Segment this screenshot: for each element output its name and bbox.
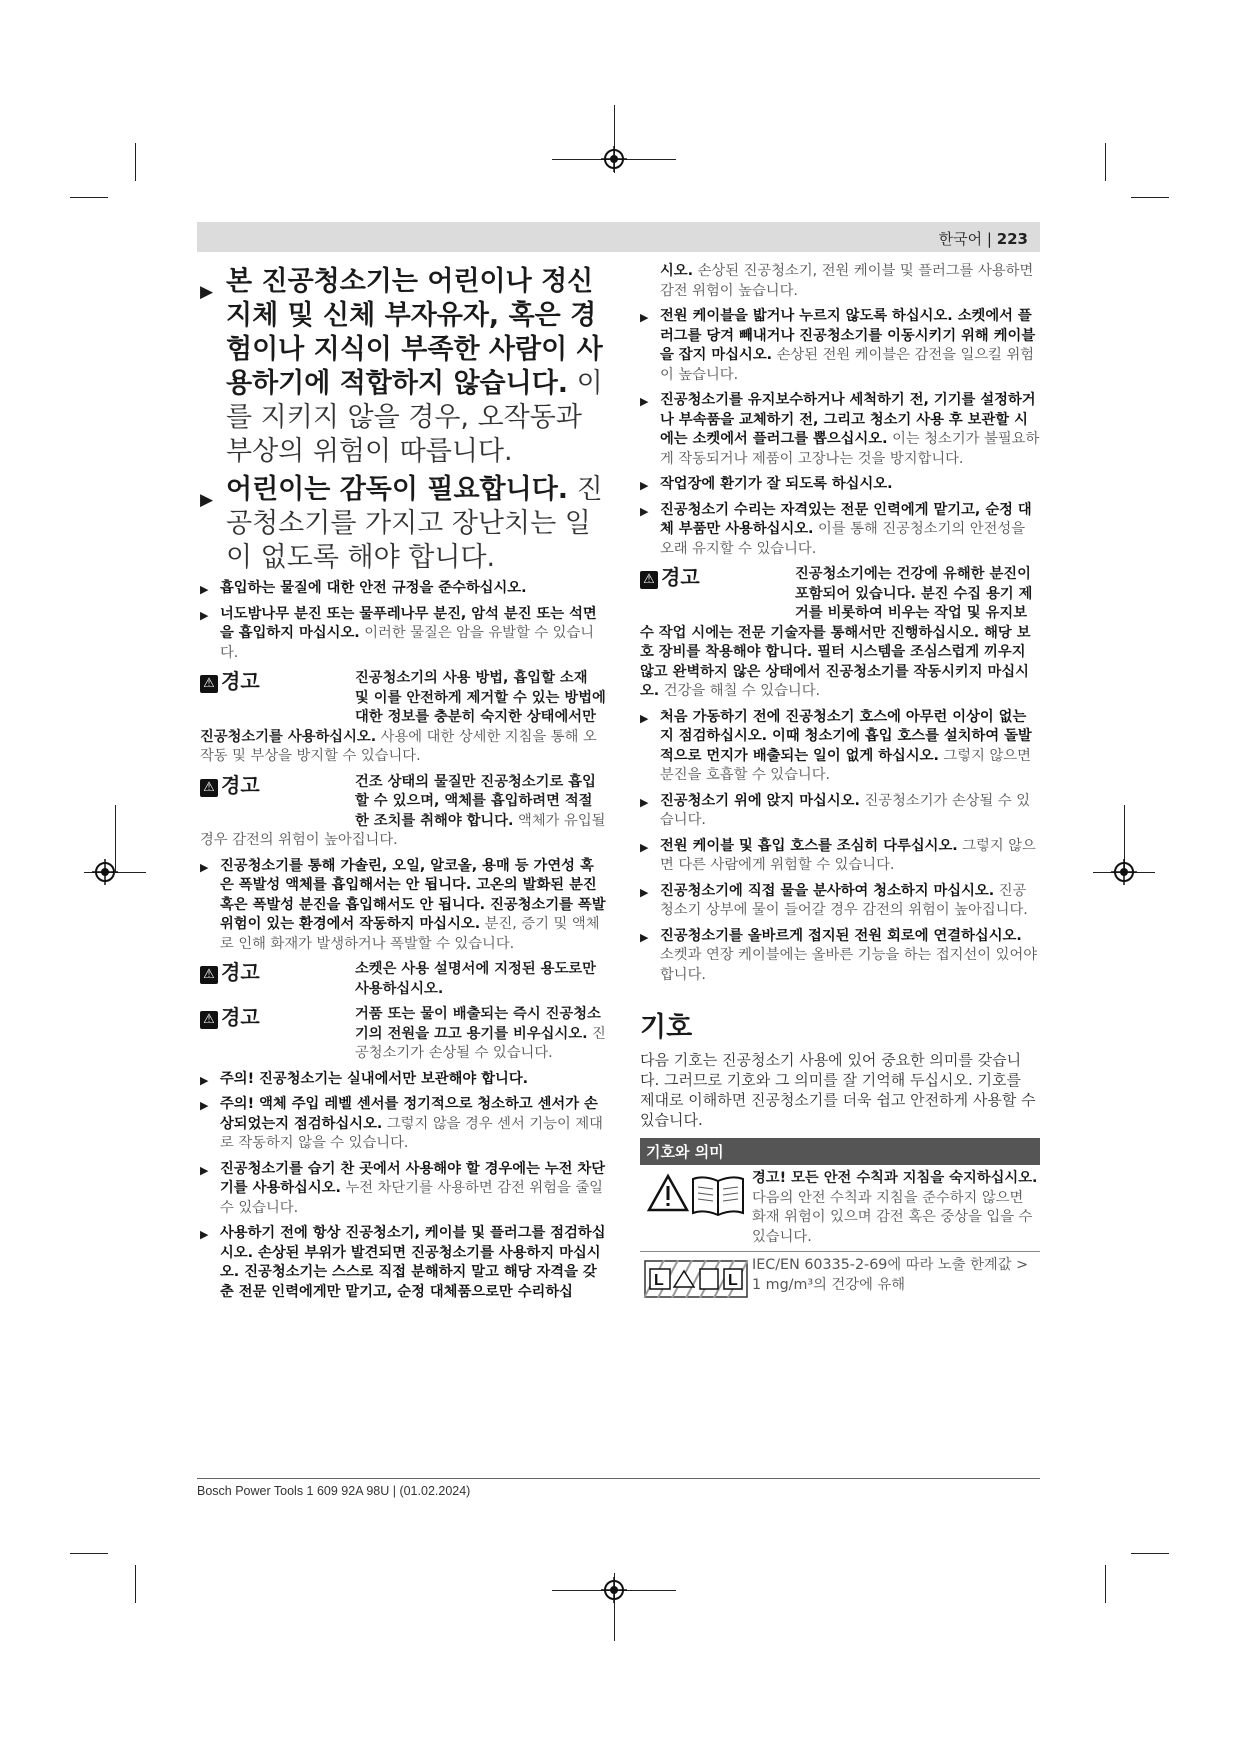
page-number: 223 (996, 230, 1028, 248)
item-text: 이를 지키지 않을 경우, 오작동과 부상의 위험이 따릅니다. (226, 368, 603, 467)
item-bold-text: 주의! 액체 주입 레벨 센서를 정기적으로 청소하고 센서가 손상되었는지 점검하십시오. (220, 1096, 598, 1132)
registration-mark (601, 1577, 627, 1603)
bullet-item (200, 857, 606, 955)
page-footer: Bosch Power Tools 1 609 92A 98U | (01.02.2024) (197, 1484, 471, 1498)
item-text: 손상된 전원 케이블은 감전을 일으킬 위험이 높습니다. (660, 347, 1035, 383)
crop-mark (1131, 1553, 1169, 1554)
symbol-text: IEC/EN 60335-2-69에 따라 노출 한계값 > 1 mg/m³의 건강에 유해 (752, 1257, 1029, 1293)
bullet-item (640, 882, 1040, 921)
bullet-triangle-icon: ▶ (200, 1099, 209, 1112)
warning-bold-text: 소켓은 사용 설명서에 지정된 용도로만 사용하십시오. (355, 961, 596, 997)
item-text: 누전 차단기를 사용하면 감전 위험을 줄일 수 있습니다. (220, 1180, 603, 1216)
warning-label-text: 경고 (221, 1005, 260, 1029)
item-text: 그렇지 않으면 분진을 호흡할 수 있습니다. (660, 747, 1031, 783)
warning-triangle-icon: ⚠ (640, 571, 658, 589)
registration-mark (92, 859, 118, 885)
bullet-triangle-icon: ▶ (640, 311, 649, 324)
large-bullet-item (200, 265, 606, 469)
header-separator: | (982, 230, 997, 248)
item-text: 그렇지 않을 경우 센서 기능이 제대로 작동하지 않을 수 있습니다. (220, 1115, 603, 1151)
warning-label (200, 960, 355, 1000)
warning-triangle-icon: ⚠ (200, 1011, 218, 1029)
warning-triangle-icon (646, 1173, 690, 1213)
page-header-text (939, 228, 1028, 249)
crop-mark (135, 1565, 136, 1603)
continued-item (640, 262, 1040, 301)
warning-triangle-icon: ⚠ (200, 675, 218, 693)
bullet-item (640, 837, 1040, 876)
item-text: 손상된 진공청소기, 전원 케이블 및 플러그를 사용하면 감전 위험이 높습니다. (660, 263, 1034, 299)
item-text: 진공청소기를 가지고 장난치는 일이 없도록 해야 합니다. (226, 474, 603, 573)
bullet-item (200, 605, 606, 664)
item-bold-text: 전원 케이블 및 흡입 호스를 조심히 다루십시오. (660, 837, 958, 854)
warning-block (200, 960, 606, 999)
warning-block (640, 565, 1040, 702)
bullet-item (200, 1095, 606, 1154)
crop-mark (135, 143, 136, 181)
item-text: 진공청소기가 손상될 수 있습니다. (660, 792, 1031, 828)
warning-bold-text: 거품 또는 물이 배출되는 즉시 진공청소기의 전원을 끄고 용기를 비우십시오. (355, 1006, 601, 1042)
bullet-triangle-icon: ▶ (640, 840, 649, 854)
item-bold-text: 진공청소기 수리는 자격있는 전문 인력에게 맡기고, 순정 대체 부품만 사용하십시오. (660, 501, 1032, 537)
item-bold-text: 너도밤나무 분진 또는 물푸레나무 분진, 암석 분진 또는 석면을 흡입하지 마십시오. (220, 605, 597, 641)
bullet-triangle-icon: ▶ (640, 711, 649, 725)
registration-mark (601, 146, 627, 172)
item-bold-text: 어린이는 감독이 필요합니다. (226, 474, 569, 505)
item-text: 소켓과 연장 케이블에는 올바른 기능을 하는 접지선이 있어야 합니다. (660, 947, 1038, 983)
manual-book-icon (690, 1173, 746, 1217)
warning-text: 액체가 유입될 경우 감전의 위험이 높아집니다. (200, 812, 606, 848)
svg-text:L: L (728, 1272, 738, 1289)
item-text: 이는 청소기가 불필요하게 작동되거나 제품이 고장나는 것을 방지합니다. (660, 431, 1040, 467)
warning-triangle-icon: ⚠ (200, 966, 218, 984)
item-bold-text: 진공청소기를 통해 가솔린, 오일, 알코올, 용매 등 가연성 혹은 폭발성 액체를 흡입해서는 안 됩니다. 고온의 발화된 분진 혹은 폭발성 분진을 흡입해서도 안 됩니다. 진공청소기를 폭발 위험이 있는 환경에서 작동하지 마십시오. (220, 857, 606, 932)
warning-bold-text: 진공청소기에는 건강에 유해한 분진이 포함되어 있습니다. 분진 수집 용기 제거를 비롯하여 비우는 작업 및 유지보수 작업 시에는 전문 기술자를 통해서만 진행하십시오. 해당 보호 장비를 착용해야 합니다. 필터 시스템을 조심스럽게 끼우지 않고 완벽하지 않은 상태에서 진공청소기를 작동시키지 마십시오. (640, 566, 1033, 699)
warning-block (200, 1005, 606, 1064)
item-bold-text: 전원 케이블을 밟거나 누르지 않도록 하십시오. 소켓에서 플러그를 당겨 빼내거나 진공청소기를 이동시키기 위해 케이블을 잡지 마십시오. (660, 308, 1036, 363)
symbol-table-row (640, 1252, 1040, 1302)
item-bold-text: 시오. (660, 263, 694, 279)
bullet-triangle-icon: ▶ (640, 395, 649, 408)
item-bold-text: 처음 가동하기 전에 진공청소기 호스에 아무런 이상이 없는지 점검하십시오. 이때 청소기에 흡입 호스를 설치하여 돌발적으로 먼지가 배출되는 일이 없게 하십시오. (660, 708, 1032, 764)
bullet-triangle-icon: ▶ (640, 885, 649, 899)
symbol-description (752, 1256, 1040, 1298)
crop-mark (1105, 143, 1106, 181)
symbol-table-row (640, 1165, 1040, 1252)
bullet-item (640, 475, 1040, 495)
dust-class-l-icon (644, 1260, 748, 1298)
warning-text: 사용에 대한 상세한 지침을 통해 오작동 및 부상을 방지할 수 있습니다. (200, 728, 597, 764)
warning-label (200, 773, 355, 813)
crop-mark (1131, 197, 1169, 198)
item-bold-text: 사용하기 전에 항상 진공청소기, 케이블 및 플러그를 점검하십시오. 손상된 부위가 발견되면 진공청소기를 사용하지 마십시오. 진공청소기는 스스로 직접 분해하지 말고 해당 자격을 갖춘 전문 인력에게만 맡기고, 순정 대체품으로만 수리하십 (220, 1225, 606, 1300)
crop-mark (70, 197, 108, 198)
item-bold-text: 주의! 진공청소기는 실내에서만 보관해야 합니다. (220, 1070, 529, 1087)
bullet-triangle-icon: ▶ (200, 282, 214, 302)
bullet-triangle-icon: ▶ (200, 1228, 209, 1241)
warning-label (640, 565, 795, 605)
bullet-triangle-icon: ▶ (640, 795, 649, 809)
warning-triangle-icon: ⚠ (200, 779, 218, 797)
symbol-cell (640, 1256, 752, 1298)
item-text: 그렇지 않으면 다른 사람에게 위험할 수 있습니다. (660, 837, 1036, 873)
intro-paragraph: 다음 기호는 진공청소기 사용에 있어 중요한 의미를 갖습니다. 그러므로 기호와 그 의미를 잘 기억해 두십시오. 기호를 제대로 이해하면 진공청소기를 더욱 쉽고 안전하게 사용할 수 있습니다. (640, 1051, 1036, 1129)
section-title: 기호 (640, 1012, 693, 1043)
bullet-item (640, 501, 1040, 560)
warning-label (200, 669, 355, 709)
header-language: 한국어 (938, 230, 983, 248)
right-column (640, 262, 1040, 1302)
symbol-text: 다음의 안전 수칙과 지침을 준수하지 않으면 화재 위험이 있으며 감전 혹은 중상을 입을 수 있습니다. (752, 1189, 1033, 1245)
item-bold-text: 진공청소기를 올바르게 접지된 전원 회로에 연결하십시오. (660, 927, 1022, 944)
bullet-item (200, 1070, 606, 1090)
symbol-cell (640, 1169, 752, 1247)
warning-block (200, 669, 606, 767)
item-text: 분진, 증기 및 액체로 인해 화재가 발생하거나 폭발할 수 있습니다. (220, 916, 600, 952)
registration-mark (1111, 859, 1137, 885)
item-bold-text: 진공청소기 위에 앉지 마십시오. (660, 792, 860, 809)
large-bullet-item (200, 473, 606, 575)
symbol-bold-text: 경고! 모든 안전 수칙과 지침을 숙지하십시오. (752, 1170, 1038, 1186)
symbol-table-header: 기호와 의미 (640, 1138, 1040, 1165)
bullet-triangle-icon: ▶ (640, 930, 649, 944)
crop-mark (1105, 1565, 1106, 1603)
bullet-triangle-icon: ▶ (640, 479, 649, 492)
item-bold-text: 진공청소기를 유지보수하거나 세척하기 전, 기기를 설정하거나 부속품을 교체하기 전, 그리고 청소기 사용 후 보관할 시에는 소켓에서 플러그를 뽑으십시오. (660, 392, 1036, 447)
warning-label-text: 경고 (221, 669, 260, 693)
bullet-item (640, 391, 1040, 469)
bullet-item (640, 927, 1040, 986)
warning-bold-text: 진공청소기의 사용 방법, 흡입할 소재 및 이를 안전하게 제거할 수 있는 방법에 대한 정보를 충분히 숙지한 상태에서만 진공청소기를 사용하십시오. (200, 670, 606, 745)
bullet-item (200, 1224, 606, 1302)
bullet-triangle-icon: ▶ (200, 583, 209, 596)
bullet-triangle-icon: ▶ (640, 504, 649, 518)
left-column (200, 265, 606, 1308)
item-bold-text: 흡입하는 물질에 대한 안전 규정을 준수하십시오. (220, 580, 527, 596)
warning-text: 건강을 해칠 수 있습니다. (659, 683, 821, 699)
warning-bold-text: 건조 상태의 물질만 진공청소기로 흡입할 수 있으며, 액체를 흡입하려면 적절한 조치를 취해야 합니다. (355, 773, 596, 829)
bullet-triangle-icon: ▶ (200, 608, 209, 622)
warning-block (200, 773, 606, 851)
item-bold-text: 본 진공청소기는 어린이나 정신지체 및 신체 부자유자, 혹은 경험이나 지식이 부족한 사람이 사용하기에 적합하지 않습니다. (226, 266, 603, 399)
bullet-triangle-icon: ▶ (200, 1163, 209, 1177)
crop-mark (70, 1553, 108, 1554)
warning-label-text: 경고 (661, 565, 700, 589)
bullet-item (200, 1160, 606, 1219)
bullet-triangle-icon: ▶ (200, 1073, 209, 1087)
bullet-triangle-icon: ▶ (200, 860, 209, 874)
warning-text: 진공청소기가 손상될 수 있습니다. (355, 1025, 606, 1061)
warning-label-text: 경고 (221, 772, 260, 797)
item-text: 이를 통해 진공청소기의 안전성을 오래 유지할 수 있습니다. (660, 521, 1026, 557)
symbol-description (752, 1169, 1040, 1247)
footer-divider (197, 1478, 1040, 1479)
item-bold-text: 작업장에 환기가 잘 되도록 하십시오. (660, 476, 893, 492)
svg-text:L: L (654, 1272, 664, 1289)
item-bold-text: 진공청소기에 직접 물을 분사하여 청소하지 마십시오. (660, 882, 995, 899)
warning-label-text: 경고 (221, 960, 260, 984)
bullet-item (640, 708, 1040, 786)
bullet-item (640, 307, 1040, 385)
warning-label (200, 1005, 355, 1045)
item-text: 진공청소기 상부에 물이 들어갈 경우 감전의 위험이 높아집니다. (660, 882, 1028, 918)
page-header (197, 222, 1040, 252)
bullet-item (640, 792, 1040, 831)
bullet-triangle-icon: ▶ (200, 490, 214, 510)
item-bold-text: 진공청소기를 습기 찬 곳에서 사용해야 할 경우에는 누전 차단기를 사용하십시오. (220, 1160, 606, 1196)
item-text: 이러한 물질은 암을 유발할 수 있습니다. (220, 625, 595, 661)
bullet-item (200, 579, 606, 599)
